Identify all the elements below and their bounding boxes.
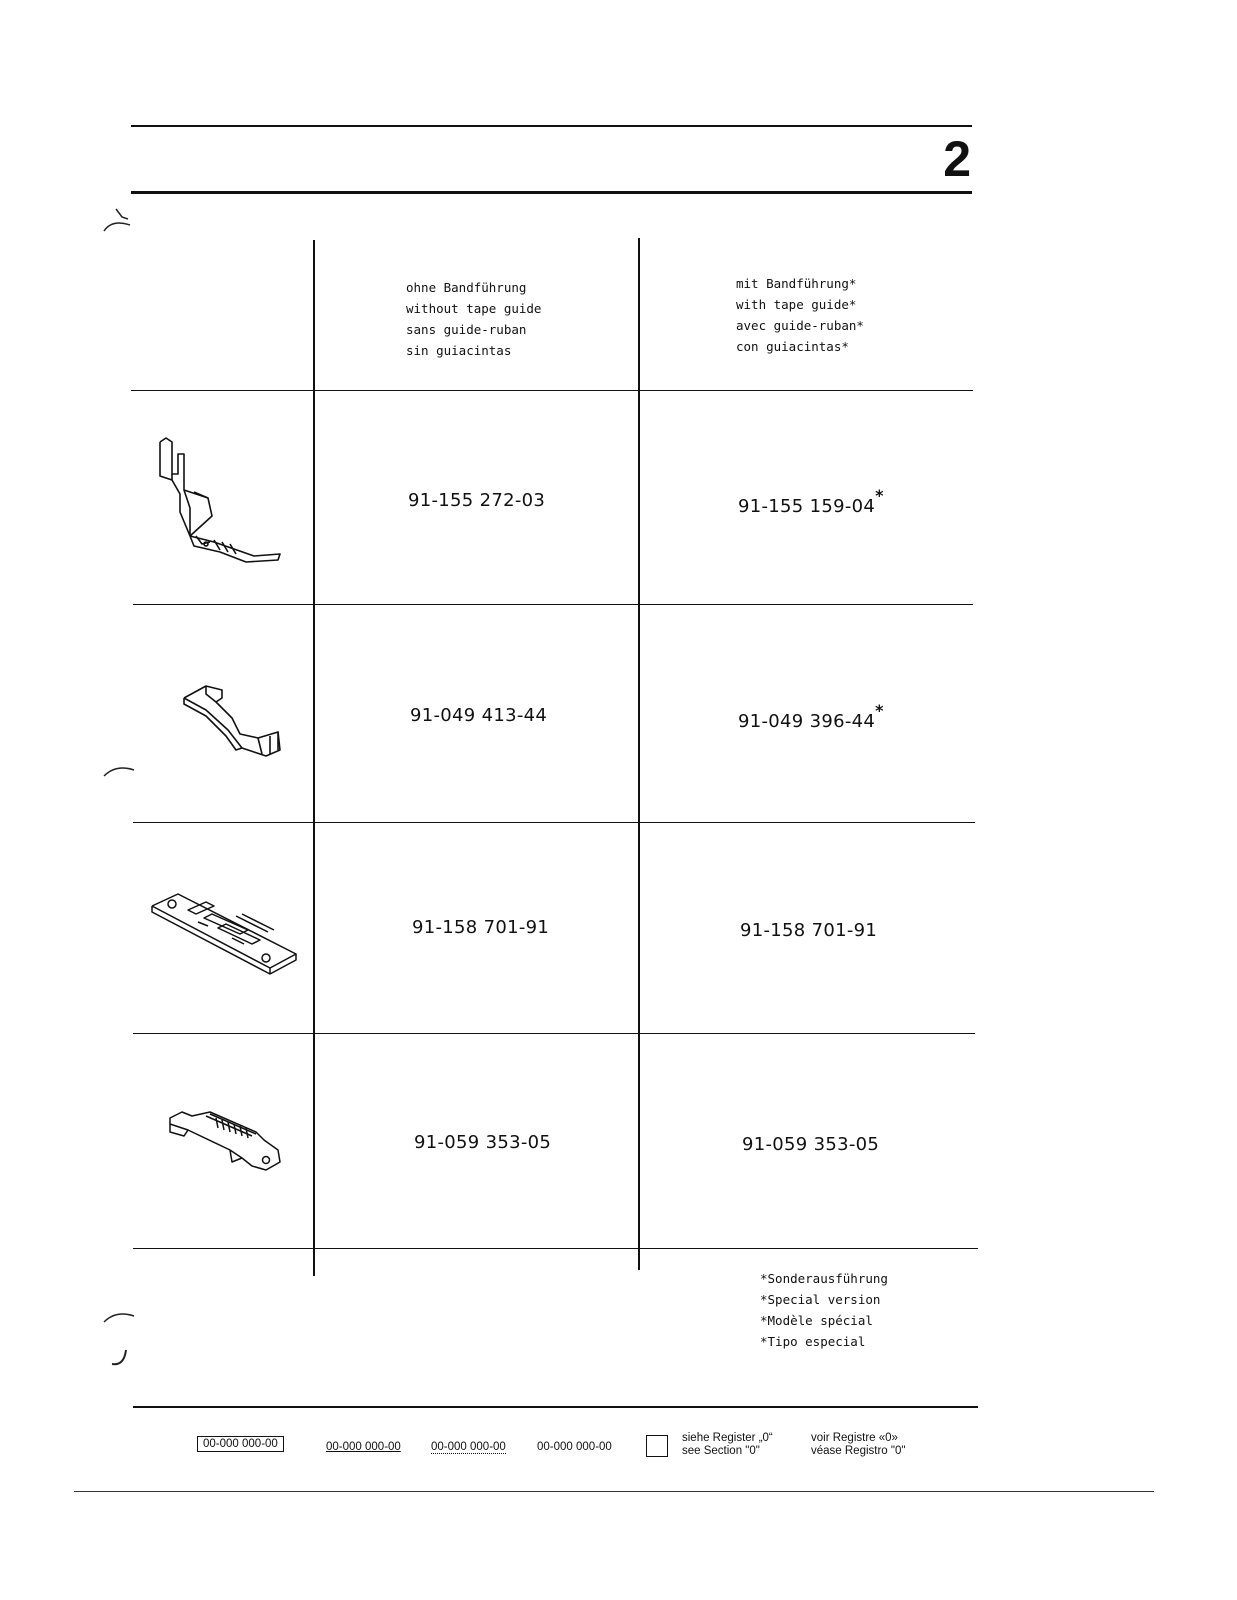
row-rule: [133, 822, 975, 823]
legend-register-box-icon: [646, 1435, 668, 1457]
header-top-rule: [131, 125, 972, 127]
scan-mark-icon: [100, 205, 140, 235]
part-number-text: 91-155 159-04: [738, 496, 876, 517]
part-number-without: [408, 490, 545, 511]
header-line: con guiacintas*: [736, 339, 849, 354]
part-number-text: 91-158 701-91: [740, 920, 878, 941]
row-rule: [133, 604, 973, 605]
footer-rule: [133, 1406, 978, 1408]
row-rule: [133, 1033, 975, 1034]
page-bottom-rule: [74, 1491, 1154, 1492]
footnote-line: *Special version: [760, 1292, 881, 1307]
legend-dotted-text: 00-000 000-00: [431, 1441, 506, 1453]
page-number: 2: [943, 131, 971, 187]
row-rule: [133, 1248, 978, 1249]
register-line: see Section "0": [682, 1445, 760, 1457]
special-version-marker: *: [875, 701, 884, 720]
register-line: véase Registro "0": [811, 1445, 906, 1457]
legend-boxed-text: 00-000 000-00: [197, 1436, 284, 1452]
scan-mark-icon: [102, 1306, 138, 1326]
feed-dog-icon: [166, 1104, 284, 1180]
register-line: siehe Register „0“: [682, 1432, 773, 1444]
row-rule: [131, 390, 973, 391]
footnote-line: *Tipo especial: [760, 1334, 866, 1349]
part-number-without: [414, 1132, 551, 1153]
header-line: ohne Bandführung: [406, 280, 527, 295]
foot-lifter-icon: [178, 680, 288, 760]
part-number-text: 91-158 701-91: [412, 917, 550, 938]
part-number-with: [740, 914, 877, 941]
scan-mark-icon: [102, 760, 138, 780]
part-number-text: 91-059 353-05: [742, 1134, 880, 1155]
legend-underlined-text: 00-000 000-00: [326, 1441, 401, 1453]
scan-mark-icon: [110, 1346, 134, 1368]
legend-boxed-number: [197, 1438, 284, 1450]
table-divider-2: [638, 238, 640, 1270]
presser-foot-icon: [150, 432, 290, 582]
legend-plain-number: [537, 1441, 612, 1453]
part-number-text: 91-155 272-03: [408, 490, 546, 511]
part-number-with: [738, 701, 884, 732]
footnote-special-version: [760, 1268, 888, 1352]
part-number-text: 91-049 396-44: [738, 711, 876, 732]
legend-underlined-number: [326, 1441, 401, 1453]
header-line: without tape guide: [406, 301, 542, 316]
footnote-line: *Modèle spécial: [760, 1313, 873, 1328]
part-number-without: [412, 917, 549, 938]
header-line: with tape guide*: [736, 297, 857, 312]
register-reference: [682, 1432, 773, 1458]
part-number-text: 91-059 353-05: [414, 1132, 552, 1153]
header-line: avec guide-ruban*: [736, 318, 864, 333]
header-line: sans guide-ruban: [406, 322, 527, 337]
part-number-with: [742, 1128, 879, 1155]
header-bottom-rule: [131, 191, 972, 194]
column-header-without-tape-guide: [406, 277, 541, 361]
header-line: sin guiacintas: [406, 343, 512, 358]
register-line: voir Registre «0»: [811, 1432, 898, 1444]
special-version-marker: *: [875, 486, 884, 505]
part-number-text: 91-049 413-44: [410, 705, 548, 726]
legend-dotted-number: [431, 1441, 506, 1453]
header-line: mit Bandführung*: [736, 276, 857, 291]
register-reference: [811, 1432, 905, 1458]
table-divider-1: [313, 240, 315, 1276]
column-header-with-tape-guide: [736, 273, 864, 357]
part-number-with: [738, 486, 884, 517]
legend-plain-text: 00-000 000-00: [537, 1441, 612, 1453]
needle-plate-icon: [148, 888, 300, 980]
part-number-without: [410, 705, 547, 726]
footnote-line: *Sonderausführung: [760, 1271, 888, 1286]
